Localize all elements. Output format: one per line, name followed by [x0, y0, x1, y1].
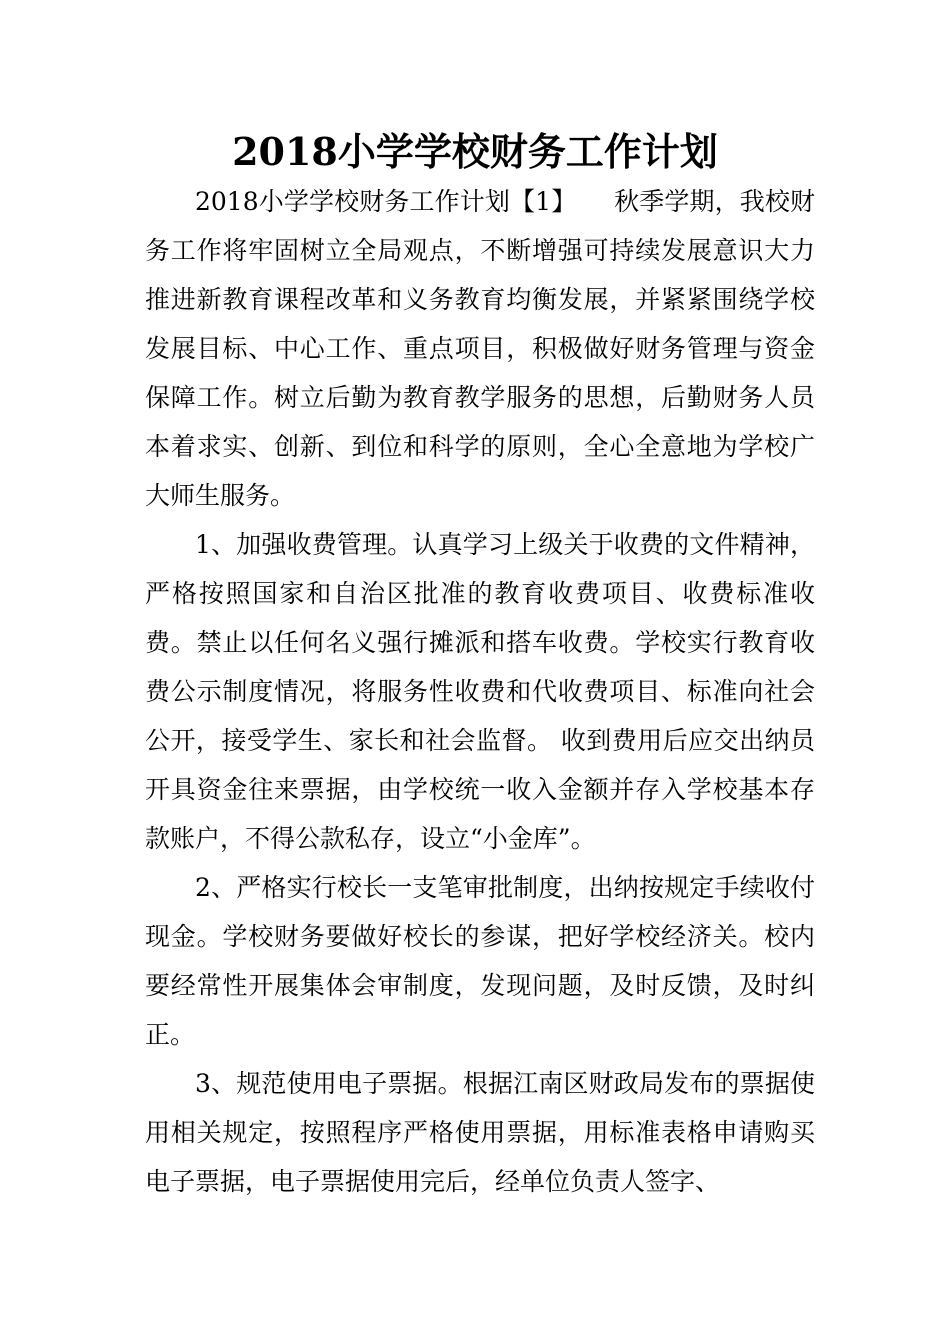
- paragraph-item-3: 3、规范使用电子票据。根据江南区财政局发布的票据使用相关规定，按照程序严格使用票据，用标准表格申请购买电子票据，电子票据使用完后，经单位负责人签字、: [145, 1069, 815, 1196]
- document-title: 2018小学学校财务工作计划: [232, 129, 718, 174]
- paragraph-item-1: 1、加强收费管理。认真学习上级关于收费的文件精神，严格按照国家和自治区批准的教育收费项目、收费标准收费。禁止以任何名义强行摊派和搭车收费。学校实行教育收费公示制度情况，将服务性收费和代收费项目、标准向社会公开，接受学生、家长和社会监督。 收到费用后应交出纳员开具资金往来票据，由学校统一收入金额并存入学校基本存款账户，不得公款私存，设立“小金库”。: [145, 530, 815, 853]
- paragraph-item-2: 2、严格实行校长一支笔审批制度，出纳按规定手续收付现金。学校财务要做好校长的参谋，把好学校经济关。校内要经常性开展集体会审制度，发现问题，及时反馈，及时纠正。: [145, 873, 815, 1049]
- paragraph-intro: 2018小学学校财务工作计划【1】 秋季学期，我校财务工作将牢固树立全局观点，不断增强可持续发展意识大力推进新教育课程改革和义务教育均衡发展，并紧紧围绕学校发展目标、中心工作、重点项目，积极做好财务管理与资金保障工作。树立后勤为教育教学服务的思想，后勤财务人员本着求实、创新、到位和科学的原则，全心全意地为学校广大师生服务。: [145, 187, 815, 510]
- document-body: [145, 177, 815, 1206]
